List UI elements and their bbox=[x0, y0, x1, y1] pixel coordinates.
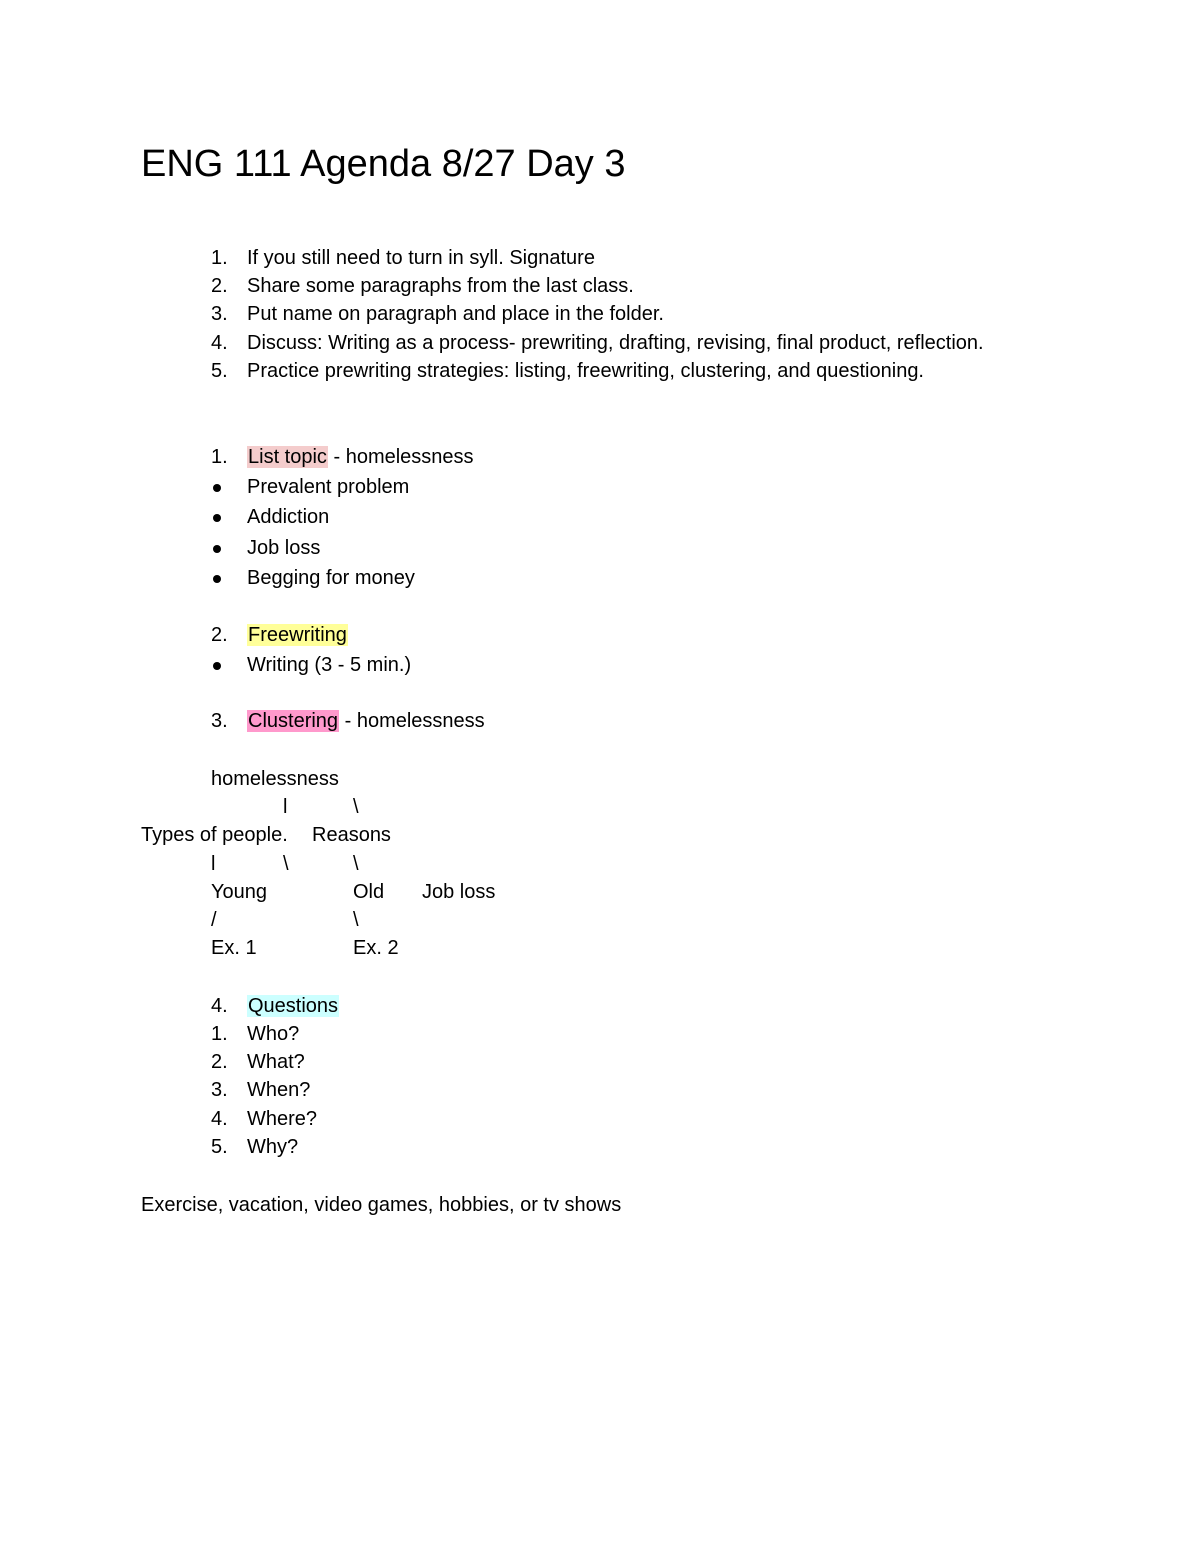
list-number: 4. bbox=[211, 332, 228, 354]
cluster-connector: / bbox=[211, 909, 217, 931]
highlighted-label: List topic bbox=[248, 446, 327, 468]
cluster-root: homelessness bbox=[211, 768, 339, 790]
list-number: 3. bbox=[211, 1079, 228, 1101]
cluster-connector: \ bbox=[283, 853, 289, 875]
section-heading-text bbox=[247, 707, 485, 735]
list-number: 2. bbox=[211, 275, 228, 297]
list-text: What? bbox=[247, 1051, 305, 1073]
section-heading-text bbox=[247, 992, 339, 1020]
page-title: ENG 111 Agenda 8/27 Day 3 bbox=[141, 143, 626, 185]
list-number: 3. bbox=[211, 710, 228, 732]
cluster-connector: l bbox=[283, 796, 288, 818]
list-number: 4. bbox=[211, 1108, 228, 1130]
list-number: 3. bbox=[211, 303, 228, 325]
list-text: Why? bbox=[247, 1136, 299, 1158]
cluster-node-ex2: Ex. 2 bbox=[353, 937, 399, 959]
cluster-node-old: Old bbox=[353, 881, 385, 903]
bullet-text: Prevalent problem bbox=[247, 476, 410, 498]
heading-rest: - homelessness bbox=[327, 446, 474, 468]
list-text: Practice prewriting strategies: listing, freewriting, clustering, and questioning. bbox=[247, 360, 924, 382]
cluster-connector: \ bbox=[353, 796, 359, 818]
list-text: Who? bbox=[247, 1023, 300, 1045]
list-text: Share some paragraphs from the last class. bbox=[247, 275, 634, 297]
cluster-connector: \ bbox=[353, 909, 359, 931]
highlighted-label: Freewriting bbox=[248, 624, 347, 646]
list-number: 5. bbox=[211, 360, 228, 382]
list-text: When? bbox=[247, 1079, 311, 1101]
list-text: Discuss: Writing as a process- prewriting, drafting, revising, final product, reflection. bbox=[247, 332, 984, 354]
list-number: 2. bbox=[211, 1051, 228, 1073]
list-text: Where? bbox=[247, 1108, 318, 1130]
list-text: Put name on paragraph and place in the folder. bbox=[247, 303, 664, 325]
highlighted-label: Clustering bbox=[248, 710, 339, 732]
cluster-connector: \ bbox=[353, 853, 359, 875]
list-number: 4. bbox=[211, 995, 228, 1017]
cluster-node-job-loss: Job loss bbox=[422, 881, 496, 903]
list-number: 1. bbox=[211, 247, 228, 269]
cluster-node-reasons: Reasons bbox=[312, 824, 391, 846]
cluster-connector: l bbox=[211, 853, 216, 875]
heading-rest: - homelessness bbox=[339, 710, 485, 732]
cluster-node-ex1: Ex. 1 bbox=[211, 937, 257, 959]
list-number: 1. bbox=[211, 446, 228, 468]
bullet-text: Begging for money bbox=[247, 567, 415, 589]
list-number: 1. bbox=[211, 1023, 228, 1045]
cluster-node-types: Types of people. bbox=[141, 824, 288, 846]
highlighted-label: Questions bbox=[248, 995, 339, 1017]
bullet-text: Addiction bbox=[247, 506, 330, 528]
bullet-text: Job loss bbox=[247, 537, 321, 559]
footer-text: Exercise, vacation, video games, hobbies, or tv shows bbox=[141, 1194, 622, 1216]
bullet-text: Writing (3 - 5 min.) bbox=[247, 654, 412, 676]
section-heading-text bbox=[247, 621, 348, 649]
list-number: 5. bbox=[211, 1136, 228, 1158]
section-heading-text bbox=[247, 443, 474, 471]
list-text: If you still need to turn in syll. Signature bbox=[247, 247, 595, 269]
list-number: 2. bbox=[211, 624, 228, 646]
cluster-node-young: Young bbox=[211, 881, 267, 903]
